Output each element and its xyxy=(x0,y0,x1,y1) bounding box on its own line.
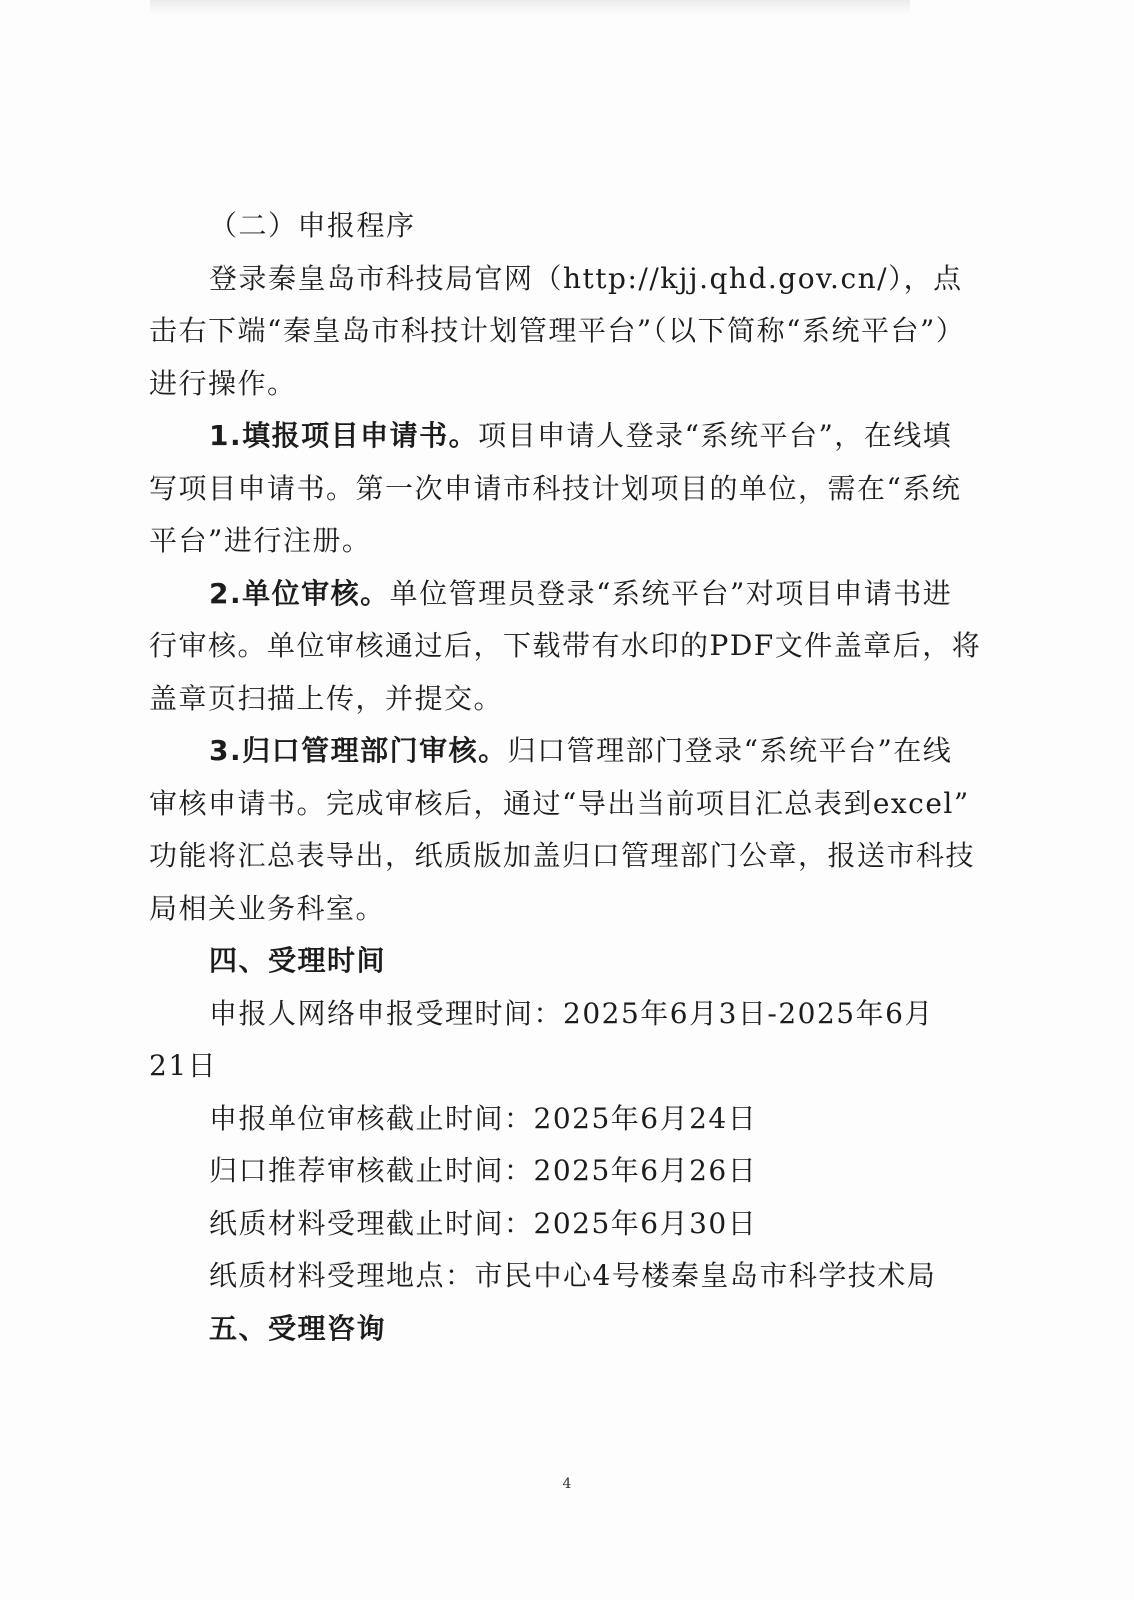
section4-heading: 四、受理时间 xyxy=(209,944,387,977)
step1-first-line xyxy=(149,410,999,463)
paragraph-line: 功能将汇总表导出，纸质版加盖归口管理部门公章，报送市科技 xyxy=(149,839,976,872)
scan-shadow xyxy=(150,0,910,14)
step1-title: 1.填报项目申请书。 xyxy=(209,419,479,452)
step3-title: 3.归口管理部门审核。 xyxy=(209,734,508,767)
step2-text: 单位管理员登录“系统平台”对项目申请书进 xyxy=(389,576,953,610)
online-period-line: 申报人网络申报受理时间：2025年6月3日-2025年6月 xyxy=(209,996,934,1030)
section5-heading: 五、受理咨询 xyxy=(209,1311,387,1345)
paragraph-line: 击右下端“秦皇岛市科技计划管理平台”（以下简称“系统平台”） xyxy=(149,314,966,347)
step2-title: 2.单位审核。 xyxy=(209,576,390,610)
paragraph-line: 平台”进行注册。 xyxy=(149,524,372,557)
paragraph-line: 局相关业务科室。 xyxy=(149,891,386,925)
paragraph-line: 行审核。单位审核通过后，下载带有水印的PDF文件盖章后，将 xyxy=(149,629,982,662)
step2-first-line xyxy=(149,568,999,621)
page-number: 4 xyxy=(562,1476,572,1492)
paragraph-line: 进行操作。 xyxy=(149,366,297,400)
step3-first-line xyxy=(149,725,999,778)
paragraph-line: 审核申请书。完成审核后，通过“导出当前项目汇总表到excel” xyxy=(149,786,970,820)
unit-review-deadline: 申报单位审核截止时间：2025年6月24日 xyxy=(209,1101,758,1135)
paper-material-deadline: 纸质材料受理截止时间：2025年6月30日 xyxy=(209,1206,758,1240)
step1-text: 项目申请人登录“系统平台”，在线填 xyxy=(478,419,953,452)
paper-material-location: 纸质材料受理地点：市民中心4号楼秦皇岛市科学技术局 xyxy=(209,1259,937,1292)
step3-text: 归口管理部门登录“系统平台”在线 xyxy=(507,734,953,767)
document-body xyxy=(149,200,999,1355)
paragraph-line: 写项目申请书。第一次申请市科技计划项目的单位，需在“系统 xyxy=(149,471,962,505)
recommend-review-deadline: 归口推荐审核截止时间：2025年6月26日 xyxy=(209,1154,758,1187)
procedure-title: （二）申报程序 xyxy=(209,209,416,242)
paragraph-line: 登录秦皇岛市科技局官网（http://kjj.qhd.gov.cn/），点 xyxy=(209,261,963,295)
online-period-line-end: 21日 xyxy=(149,1049,218,1082)
paragraph-line: 盖章页扫描上传，并提交。 xyxy=(149,681,504,715)
